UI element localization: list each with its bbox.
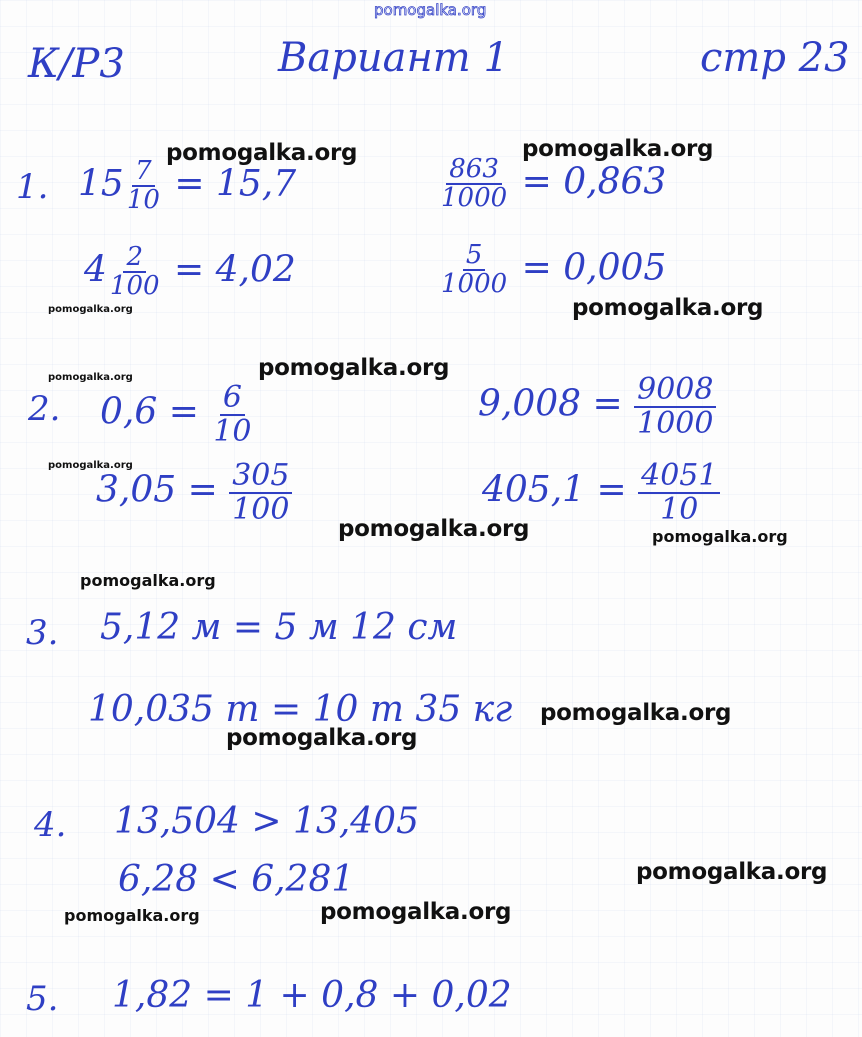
watermark[interactable]: pomogalka.org [166,140,358,166]
task1-expression-3 [84,244,296,301]
task2-number: 2. [28,389,61,429]
watermark[interactable]: pomogalka.org [636,859,828,885]
task4-number: 4. [34,805,67,845]
fraction [210,382,254,447]
decimal: 3,05 = [96,469,218,511]
watermark[interactable]: pomogalka.org [80,571,216,590]
task1-expression-1 [78,158,296,215]
numerator: 5 [463,242,486,271]
task1-number: 1. [16,167,49,207]
task1-expression-2 [438,156,666,213]
numerator: 9008 [634,374,716,408]
task3-number: 3. [26,613,59,653]
watermark[interactable]: pomogalka.org [226,725,418,751]
result: = 15,7 [174,163,297,205]
numerator: 305 [229,460,292,494]
fraction [438,156,510,213]
top-watermark[interactable]: pomogalka.org [374,1,487,19]
fraction [107,244,163,301]
task3-line-2: 10,035 т = 10 т 35 кг [88,689,513,730]
watermark[interactable]: pomogalka.org [48,460,133,471]
result: = 0,005 [521,247,667,289]
task2-expression-2 [478,374,716,439]
denominator: 10 [660,491,699,527]
header-variant: Вариант 1 [278,35,509,81]
task5-number: 5. [26,979,59,1019]
watermark[interactable]: pomogalka.org [540,700,732,726]
fraction [229,460,292,525]
decimal: 0,6 = [100,391,199,433]
decimal: 405,1 = [482,469,627,511]
denominator: 1000 [637,405,714,441]
task4-line-1: 13,504 > 13,405 [114,801,419,842]
numerator: 2 [123,244,146,273]
decimal: 9,008 = [478,383,623,425]
watermark[interactable]: pomogalka.org [572,295,764,321]
watermark[interactable]: pomogalka.org [64,906,200,925]
denominator: 100 [109,271,160,302]
numerator: 4051 [638,460,720,494]
task2-expression-1 [100,382,255,447]
watermark[interactable]: pomogalka.org [652,527,788,546]
fraction [634,374,716,439]
numerator: 863 [446,156,502,185]
watermark[interactable]: pomogalka.org [48,372,133,383]
task4-line-2: 6,28 < 6,281 [118,859,355,900]
denominator: 10 [126,185,160,216]
task3-line-1: 5,12 м = 5 м 12 см [100,607,458,648]
result: = 0,863 [521,161,667,203]
denominator: 1000 [441,183,508,214]
whole-part: 15 [78,163,124,205]
task1-expression-4 [438,242,666,299]
watermark[interactable]: pomogalka.org [48,304,133,315]
fraction [124,158,163,215]
watermark[interactable]: pomogalka.org [338,516,530,542]
numerator: 6 [220,382,245,416]
header-test-number: К/Р3 [28,41,125,87]
watermark[interactable]: pomogalka.org [320,899,512,925]
numerator: 7 [132,158,155,187]
result: = 4,02 [174,249,296,291]
fraction [438,242,510,299]
whole-part: 4 [84,249,107,291]
denominator: 100 [232,491,290,527]
fraction [638,460,720,525]
denominator: 10 [213,413,252,449]
task5-line-1: 1,82 = 1 + 0,8 + 0,02 [112,975,512,1016]
watermark[interactable]: pomogalka.org [258,355,450,381]
watermark[interactable]: pomogalka.org [522,136,714,162]
header-page: стр 23 [700,35,850,81]
denominator: 1000 [441,269,508,300]
